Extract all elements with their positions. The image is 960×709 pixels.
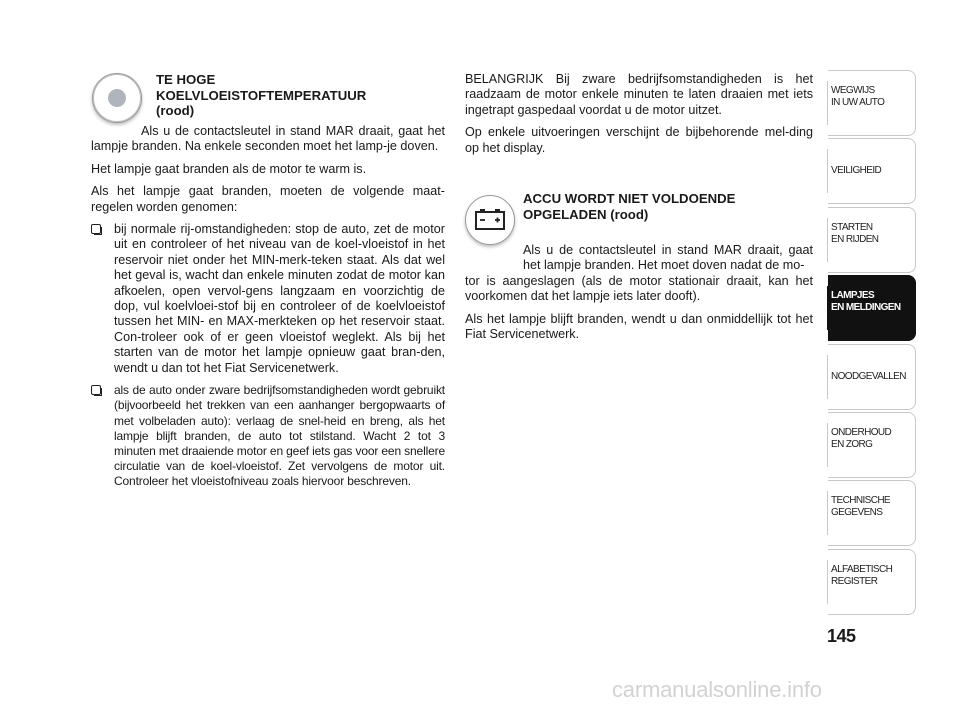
tab-label: REGISTER (831, 575, 878, 587)
bullet-text: als de auto onder zware bedrijfsomstandigheden wordt gebruikt (bijvoorbeeld het trekken van een aanhanger bergopwaarts of met volbeladen auto): verlaag de snel-heid en breng, als het lampje blijft branden, de auto tot stilstand. Wacht 2 tot 3 minuten met draaiende motor en geef iets gas voor een snellere circulatie van de koel-vloeistof. Zet vervolgens de motor uit. Controleer het vloeistofniveau zoals hiervoor beschreven. (114, 383, 445, 489)
title-line: KOELVLOEISTOFTEMPERATUUR (156, 87, 367, 103)
title-line: (rood) (156, 103, 195, 118)
tab-label: EN MELDINGEN (831, 302, 901, 314)
coolant-section-title (156, 72, 426, 119)
title-line: ACCU WORDT NIET VOLDOENDE (523, 191, 736, 207)
title-line: TE HOGE (156, 72, 216, 87)
coolant-paragraph-1: Als u de contactsleutel in stand MAR draait, gaat het lampje branden. Na enkele seconden moet het lamp-je doven. (91, 124, 445, 154)
chapter-tab-noodgevallen[interactable] (828, 344, 916, 410)
bullet-text: bij normale rij-omstandigheden: stop de auto, zet de motor uit en controleer of het niveau van de koel-vloeistof in het reservoir niet onder het MIN-merk-teken staat. Als dat wel het geval is, wacht dan enkele minuten zodat de motor kan afkoelen, open vervol-gens langzaam en voorzichtig de dop, vul koelvloei-stof bij en controleer of de koelvloeistof tussen het MIN- en MAX-merkteken op het reservoir staat. Con-troleer ook of er geen vloeistof weglekt. Als bij het starten van de motor het lampje opnieuw gaat bran-den, wendt u dan tot het Fiat Servicenetwerk. (114, 222, 445, 375)
tab-label: LAMPJES (831, 290, 875, 302)
tab-label: NOODGEVALLEN (831, 370, 906, 382)
tab-label: GEGEVENS (831, 507, 883, 519)
tab-label: STARTEN (831, 221, 873, 233)
chapter-tab-onderhoud[interactable] (828, 412, 916, 478)
chapter-tab-starten[interactable] (828, 207, 916, 273)
chapter-tab-alfabetisch[interactable] (828, 549, 916, 615)
battery-warning-icon (465, 195, 515, 245)
chapter-sidebar (828, 70, 916, 617)
battery-paragraph-rest: tor is aangeslagen (als de motor stationair draait, kan het voorkomen dat het lampje iets later dooft). (465, 273, 813, 304)
checkbox-bullet-icon (91, 224, 101, 234)
tab-label: VEILIGHEID (831, 165, 882, 177)
coolant-section-header (91, 72, 445, 122)
page-number: 145 (827, 626, 856, 646)
coolant-bullet-1 (91, 222, 445, 376)
battery-section-header (465, 191, 813, 243)
tab-label: EN RIJDEN (831, 233, 879, 245)
tab-label: EN ZORG (831, 438, 873, 450)
tab-label: TECHNISCHE (831, 495, 891, 507)
tab-label: ONDERHOUD (831, 426, 892, 438)
battery-paragraph-1 (465, 243, 813, 305)
checkbox-bullet-icon (91, 385, 101, 395)
title-line: OPGELADEN (rood) (523, 206, 649, 222)
chapter-tab-technische[interactable] (828, 480, 916, 546)
tab-label: ALFABETISCH (831, 563, 893, 575)
coolant-paragraph-2: Het lampje gaat branden als de motor te warm is. (91, 161, 367, 176)
chapter-tab-lampjes[interactable] (828, 275, 916, 341)
right-column (465, 72, 813, 349)
tab-label: WEGWIJS (831, 85, 875, 96)
watermark: carmanualsonline.info (612, 677, 822, 702)
coolant-bullet-2 (91, 383, 445, 489)
battery-paragraph-lead: Als u de contactsleutel in stand MAR draait, gaat het lampje branden. Het moet doven nadat de mo- (523, 243, 813, 273)
coolant-temperature-warning-icon (92, 73, 142, 123)
battery-paragraph-2: Als het lampje blijft branden, wendt u dan onmiddellijk tot het Fiat Servicenetwerk. (465, 311, 813, 342)
display-message-paragraph: Op enkele uitvoeringen verschijnt de bijbehorende mel-ding op het display. (465, 125, 813, 155)
tab-label: IN UW AUTO (831, 97, 885, 108)
chapter-tab-wegwijs[interactable] (828, 70, 916, 136)
chapter-tab-veiligheid[interactable] (828, 138, 916, 204)
important-note-paragraph: BELANGRIJK Bij zware bedrijfsomstandigheden is het raadzaam de motor enkele minuten te laten draaien met iets ingetrapt gaspedaal voordat u de motor uitzet. (465, 72, 813, 117)
left-column (91, 72, 445, 497)
battery-section-title (523, 191, 813, 222)
coolant-paragraph-3: Als het lampje gaat branden, moeten de volgende maat-regelen worden genomen: (91, 184, 445, 214)
